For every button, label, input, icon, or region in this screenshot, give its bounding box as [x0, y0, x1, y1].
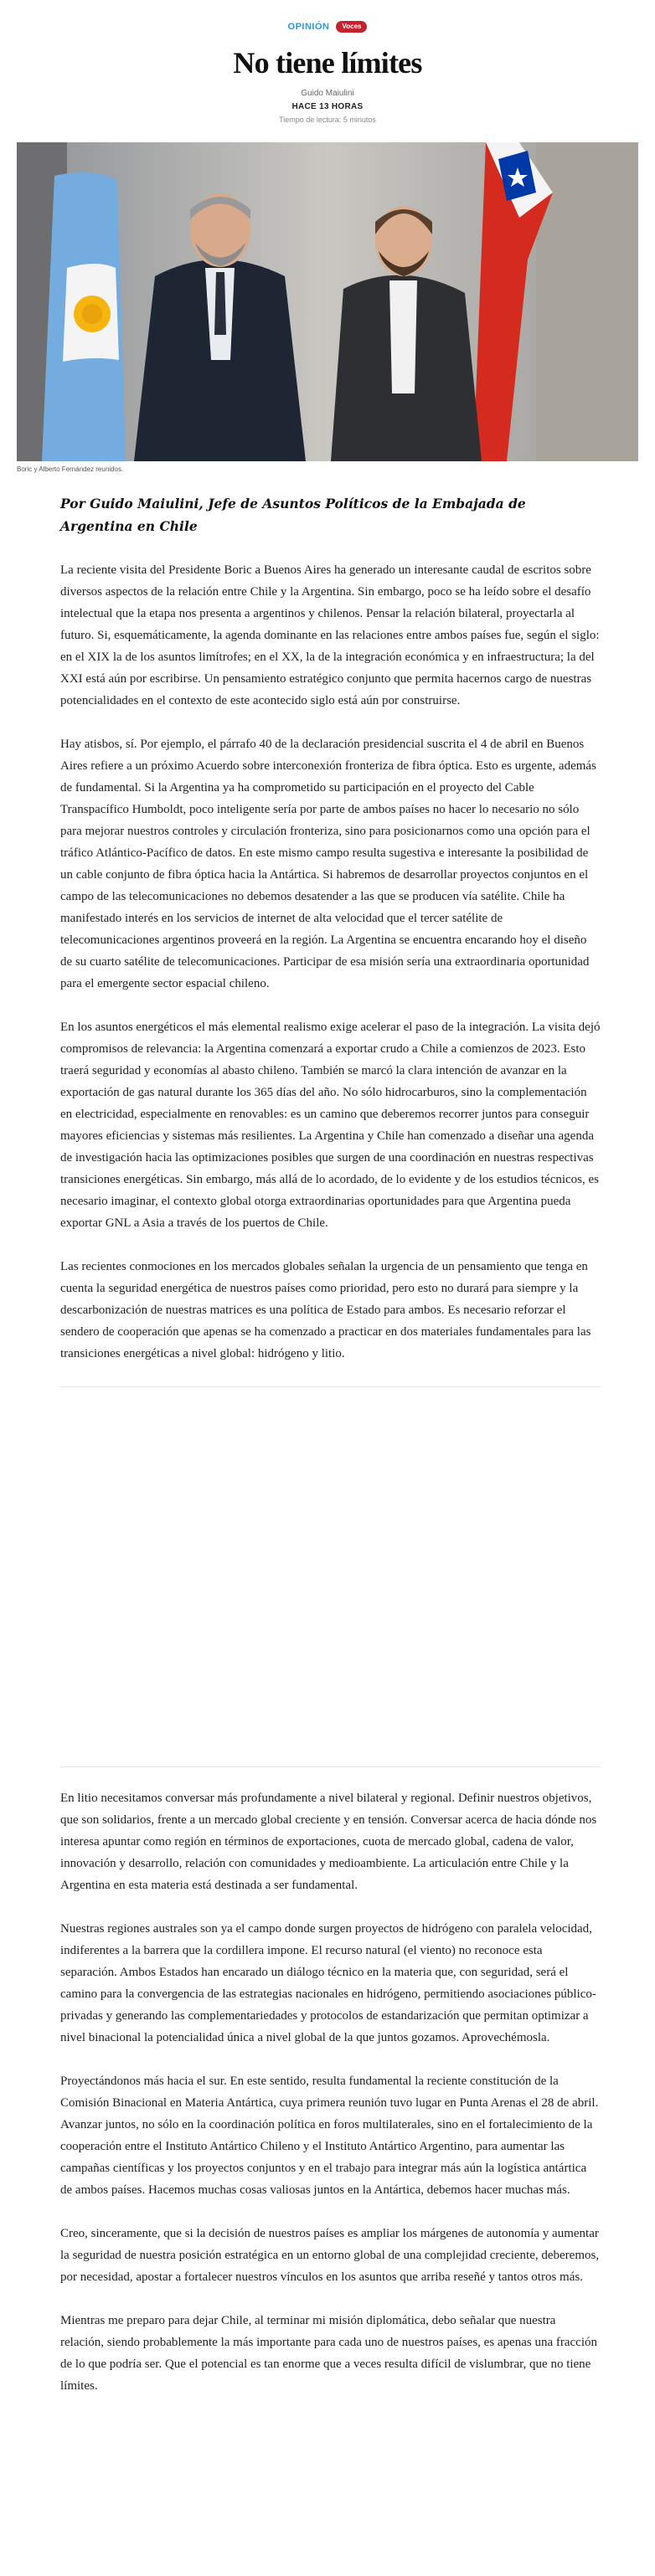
article-paragraph: Proyectándonos más hacia el sur. En este sentido, resulta fundamental la reciente constitución de la Comisión Binacional en Materia Antártica, cuya primera reunión tuvo lugar en Punta Arenas el 28 de abril. Avanzar juntos, no sólo en la coordinación política en foros multilaterales, sino en el fortalecimiento de la cooperación entre el Instituto Antártico Chileno y el Instituto Antártico Argentino, para aumentar las campañas científicas y los proyectos conjuntos y en el trabajo para integrar más aún la logística antártica de ambos países. Hacemos muchas cosas valiosas juntos en la Antártica, debemos hacer muchas más. — [60, 2075, 599, 2197]
argentina-flag — [42, 172, 126, 461]
section-link[interactable]: OPINIÓN — [287, 22, 330, 32]
article-paragraph: En litio necesitamos conversar más profundamente a nivel bilateral y regional. Definir nuestros objetivos, que son solidarios, frente a un mercado global creciente y en tensión. Conversar acerca de hacia dónde nos interesa apuntar como región en términos de exportaciones, cuota de mercado global, cadena de valor, innovación y desarrollo, relación con comunidades y medioambiente. La articulación entre Chile y la Argentina en esta materia está destinada a ser fundamental. — [60, 1792, 597, 1892]
author-name[interactable]: Guido Maiulini — [301, 88, 354, 98]
article-paragraph: La reciente visita del Presidente Boric a Buenos Aires ha generado un interesante caudal de escritos sobre diversos aspectos de la relación entre Chile y la Argentina. Sin embargo, poco se ha leído sobre el desafío intelectual que la etapa nos presenta a argentinos y chilenos. Pensar la relación bilateral, proyectarla al futuro. Si, esquemáticamente, la agenda dominante en las relaciones entre ambos países fue, según el siglo: en el XIX la de los asuntos limítrofes; en el XX, la de la integración económica y en infraestructura; la del XXI está aún por escribirse. Un pensamiento estratégico conjunto que permita hacernos cargo de nuestras potencialidades en el contexto de este acontecido siglo está aún por construirse. — [60, 563, 600, 707]
divider — [60, 1386, 601, 1387]
section-badge[interactable]: Voces — [336, 21, 367, 33]
hero-caption: Boric y Alberto Fernández reunidos. — [17, 465, 124, 473]
publish-time: HACE 13 HORAS — [291, 101, 364, 111]
article-header — [0, 0, 655, 124]
article-title: No tiene límites — [233, 46, 422, 80]
article-paragraph: Mientras me preparo para dejar Chile, al terminar mi misión diplomática, debo señalar que nuestra relación, siendo probablemente la más importante para cada uno de nuestros países, es apenas una fracción de lo que podría ser. Que el potencial es tan enorme que a veces resulta difícil de vislumbrar, que no tiene límites. — [60, 2314, 598, 2393]
reading-time: Tiempo de lectura: 5 minutos — [279, 115, 376, 124]
right-window — [536, 142, 638, 461]
article-paragraph: Creo, sinceramente, que si la decisión de nuestros países es ampliar los márgenes de autonomía y aumentar la seguridad de nuestra posición estratégica en un entorno global de una complejidad creciente, deberemos, por necesidad, apostar a fortalecer nuestros vínculos en los asuntos que arriba reseñé y tantos otros más. — [60, 2227, 600, 2284]
article-lead: Por Guido Maiulini, Jefe de Asuntos Políticos de la Embajada de Argentina en Chile — [60, 496, 526, 534]
hero-photo-illustration — [17, 142, 638, 461]
article-body-part-2 — [60, 1766, 601, 2419]
article-paragraph: Nuestras regiones australes son ya el campo donde surgen proyectos de hidrógeno con paralela velocidad, indiferentes a la barrera que la cordillera impone. El recurso natural (el viento) no reconoce esta separación. Ambos Estados han encarado un diálogo técnico en la materia que, con seguridad, será el camino para la convergencia de las estrategias nacionales en hidrógeno, permitiendo asociaciones público-privadas y generando las complementariedades y protocolos de estandarización que permitan optimizar a nivel binacional la potencialidad única a nivel global de la que juntos gozamos. Aprovechémosla. — [60, 1922, 596, 2044]
hero-photo — [17, 142, 638, 461]
article-paragraph: En los asuntos energéticos el más elemental realismo exige acelerar el paso de la integración. La visita dejó compromisos de relevancia: la Argentina comenzará a exportar crudo a Chile a comienzos de 2023. Esto traerá seguridad y economías al abasto chileno. También se marcó la clara intención de avanzar en la exportación de gas natural durante los 365 días del año. No sólo hidrocarburos, sino la complementación en electricidad, especialmente en renovables: es un camino que deberemos recorrer juntos para conseguir mayores eficiencias y sistemas más resilientes. La Argentina y Chile han comenzado a diseñar una agenda de investigación hacia las optimizaciones posibles que surgen de una coordinación en nuestras respectivas transiciones energéticas. Sin embargo, más allá de lo acordado, de lo evidente y de los estudios técnicos, es necesario imaginar, el contexto global otorga extraordinarias oportunidades para que Argentina pueda exportar GNL a Asia a través de los puertos de Chile. — [60, 1021, 601, 1230]
section-row — [0, 18, 655, 35]
article-body-part-1 — [60, 492, 601, 1387]
article-paragraph: Hay atisbos, sí. Por ejemplo, el párrafo 40 de la declaración presidencial suscrita el 4 de abril en Buenos Aires refiere a un próximo Acuerdo sobre interconexión fronteriza de fibra óptica. Esto es urgente, además de fundamental. Si la Argentina ya ha comprometido su participación en el proyecto del Cable Transpacífico Humboldt, poco inteligente sería por parte de ambos países no hacer lo necesario no sólo para mejorar nuestros controles y circulación fronteriza, sino para posicionarnos como una opción para el tráfico Atlántico-Pacífico de datos. En este mismo campo resulta sugestiva e interesante la posibilidad de un cable conjunto de fibra óptica hacia la Antártica. Si habremos de desarrollar proyectos conjuntos en el campo de las telecomunicaciones no debemos desatender a las que se producen vía satélite. Chile ha manifestado interés en los servicios de internet de alta velocidad que el tercer satélite de telecomunicaciones argentinos proveerá en la región. La Argentina se encuentra encarando hoy el diseño de su cuarto satélite de telecomunicaciones. Participar de esa misión sería una extraordinaria oportunidad para el emergente sector espacial chileno. — [60, 738, 596, 990]
article-paragraph: Las recientes conmociones en los mercados globales señalan la urgencia de un pensamiento que tenga en cuenta la seguridad energética de nuestros países como prioridad, pero esto no durará para siempre y la descarbonización de nuestras matrices es una política de Estado para ambos. Es necesario reforzar el sendero de cooperación que apenas se ha comenzado a practicar en dos materiales fundamentales para las transiciones energéticas a nivel global: hidrógeno y litio. — [60, 1260, 591, 1360]
